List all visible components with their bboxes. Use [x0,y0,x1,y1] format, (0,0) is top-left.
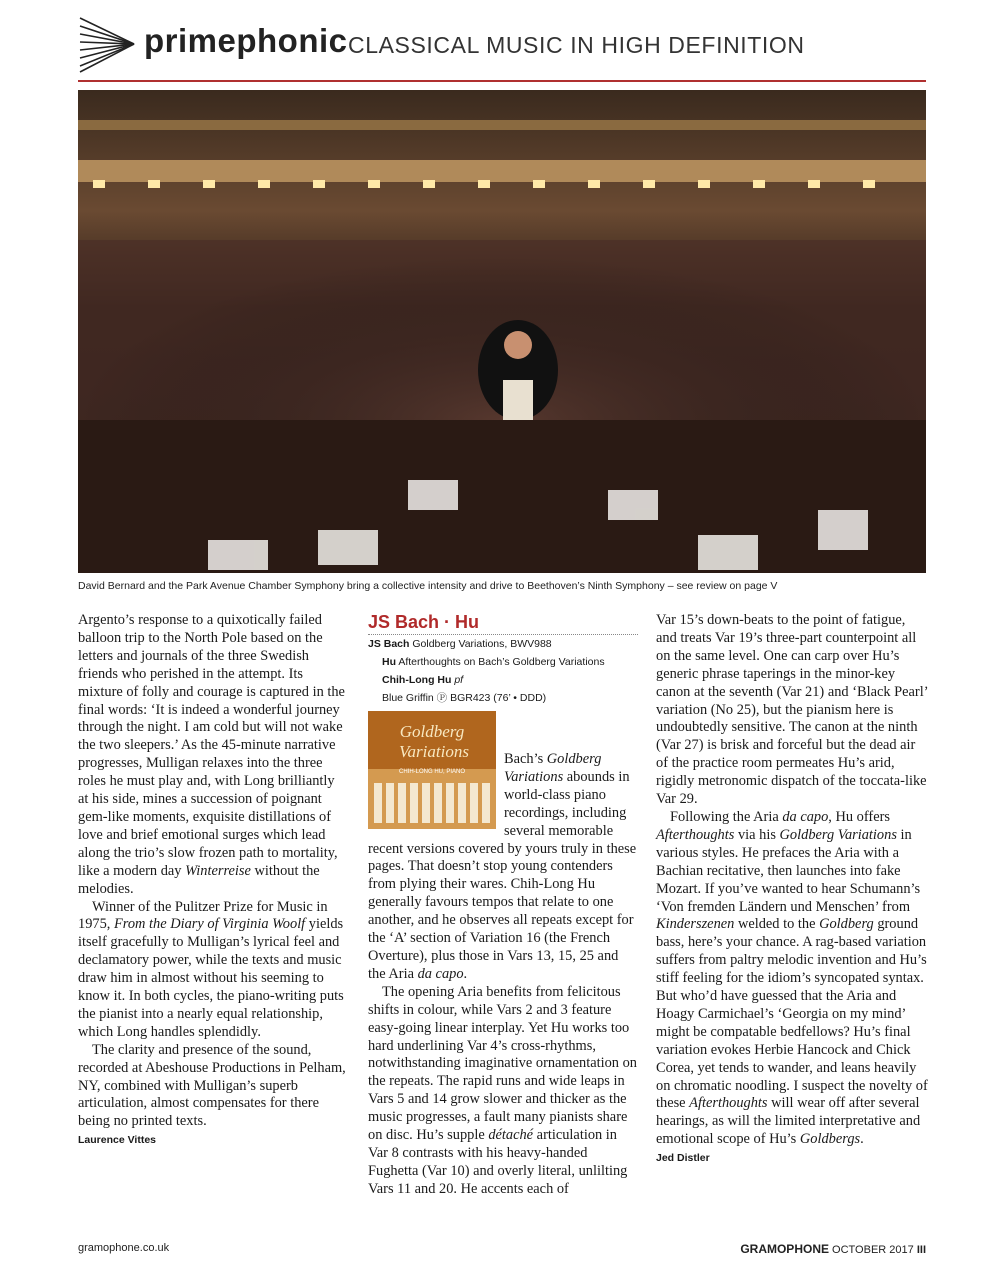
col3-paragraph-1: Var 15’s down-beats to the point of fatigue, and treats Var 19’s three-part counterpoint all on the same level. One can carp over Hu’s generic phrase taperings in the minor-key canon at the seventh (Var 21) and ‘Black Pearl’ variation (No 25), but the pianism here is undoubtedly sensitive. The canon at the ninth (Var 27) is brisk and forceful but the dead air of the practice room permeates Hu’s arid, rigidly metronomic dispatch of the toccata-like Var 29. [656,612,928,808]
column-3 [656,612,928,1168]
cover-title-1: Goldberg [399,722,465,741]
footer-website: gramophone.co.uk [78,1242,170,1254]
cover-artist: CHIH-LONG HU, PIANO [398,769,466,775]
review-work-1: JS Bach Goldberg Variations, BWV988 [368,638,552,650]
col3-paragraph-2: Following the Aria da capo, Hu offers Afterthoughts via his Goldberg Variations in various styles. He prefaces the Aria with a Bachian recitative, then launches into fake Mozart. If you’ve wanted to hear Schumann’s ‘Von fremden Ländern und Menschen’ from Kinderszenen welded to the Goldberg ground bass, here’s your chance. A rag-based variation suffers from paltry melodic invention and Hu’s stiff feeling for the idiom’s syncopated syntax. But who’d have guessed that the Aria and Hoagy Carmichael’s ‘Georgia on my mind’ might be compatable bedfellows? Hu’s final variation evokes Herbie Hancock and Chick Corea, yet tends to wander, and leans heavily on chromatic noodling. I suspect the novelty of these Afterthoughts will wear off after several hearings, as will the limited interpretative and emotional scope of Hu’s Goldbergs. [656,808,928,1148]
reviewer-signoff: Jed Distler [656,1152,710,1165]
page-header [78,10,926,78]
primephonic-logo-icon [78,14,136,74]
review-work-2: Hu Afterthoughts on Bach’s Goldberg Variations [382,656,605,668]
col2-paragraph-2: The opening Aria benefits from felicitous shifts in colour, while Vars 2 and 3 feature easy-going linear interplay. Yet Hu works too hard underlining Var 4’s cross-rhythms, notwithstanding imaginative ornamentation on the repeats. The rapid runs and wide leaps in Vars 5 and 14 grow slower and thicker as the music progresses, a fault many pianists share on disc. Hu’s supple détaché articulation in Var 8 contrasts with his heavy-handed Fughetta (Var 10) and overly literal, unlilting Vars 11 and 20. He accents each of [368,983,637,1197]
review-performer: Chih-Long Hu pf [382,674,464,686]
col1-paragraph-2: Winner of the Pulitzer Prize for Music in 1975, From the Diary of Virginia Woolf yields itself gracefully to Mulligan’s lyrical feel and declamatory power, while the texts and music draw him in almost without his seeming to know it. In both cycles, the piano-writing puts the pianist into a nearly equal relationship, which Long handles splendidly. [78,898,344,1040]
brand-tagline: CLASSICAL MUSIC IN HIGH DEFINITION [348,32,805,58]
footer-date: OCTOBER 2017 [828,1244,917,1256]
reviewer-signoff: Laurence Vittes [78,1134,157,1147]
footer-issue [740,1242,926,1256]
brand-name: primephonic [144,22,348,59]
review-title: JS Bach · Hu [368,612,638,635]
concert-photo [78,90,926,573]
col1-paragraph-3: The clarity and presence of the sound, recorded at Abeshouse Productions in Pelham, NY, combined with Mulligan’s superb articulation, almost compensates for there being no printed texts. [78,1041,346,1130]
column-2 [368,612,638,1199]
footer-magazine: GRAMOPHONE [740,1242,829,1256]
column-1 [78,612,346,1150]
page-number: III [916,1244,926,1256]
album-cover [368,711,496,829]
header-divider [78,80,926,82]
photo-caption: David Bernard and the Park Avenue Chamber Symphony bring a collective intensity and drive to Beethoven’s Ninth Symphony – see review on page V [78,580,778,592]
col1-paragraph-1: Argento’s response to a quixotically failed balloon trip to the North Pole based on the letters and journals of the three Swedish friends who perished in the attempt. Its mixture of folly and courage is captured in the final words: ‘It is indeed a wonderful journey through the night. I am cold but will not wake the two sleepers.’ As the 45-minute narrative progresses, Mulligan relaxes into the three roles he must play and, with Long brilliantly at his side, mines a succession of poignant gem-like moments, exquisite distillations of love and brief emotional surges which lead along the trio’s slow frozen path to mortality, like a modern day Winterreise without the melodies. [78,612,345,897]
cover-title-2: Variations [399,742,469,761]
col2-paragraph-1: Bach’s Goldberg Variations abounds in world-class piano recordings, including several memorable recent versions covered by yours truly in these pages. That doesn’t stop young contenders from plying their wares. Chih-Long Hu generally favours tempos that relate to one another, and he observes all repeats except for the ‘A’ section of Variation 16 (the French Overture), plus those in Vars 13, 15, 25 and the Aria da capo. [368,751,637,982]
review-label: Blue Griffin Ⓟ BGR423 (76’ • DDD) [382,692,547,704]
